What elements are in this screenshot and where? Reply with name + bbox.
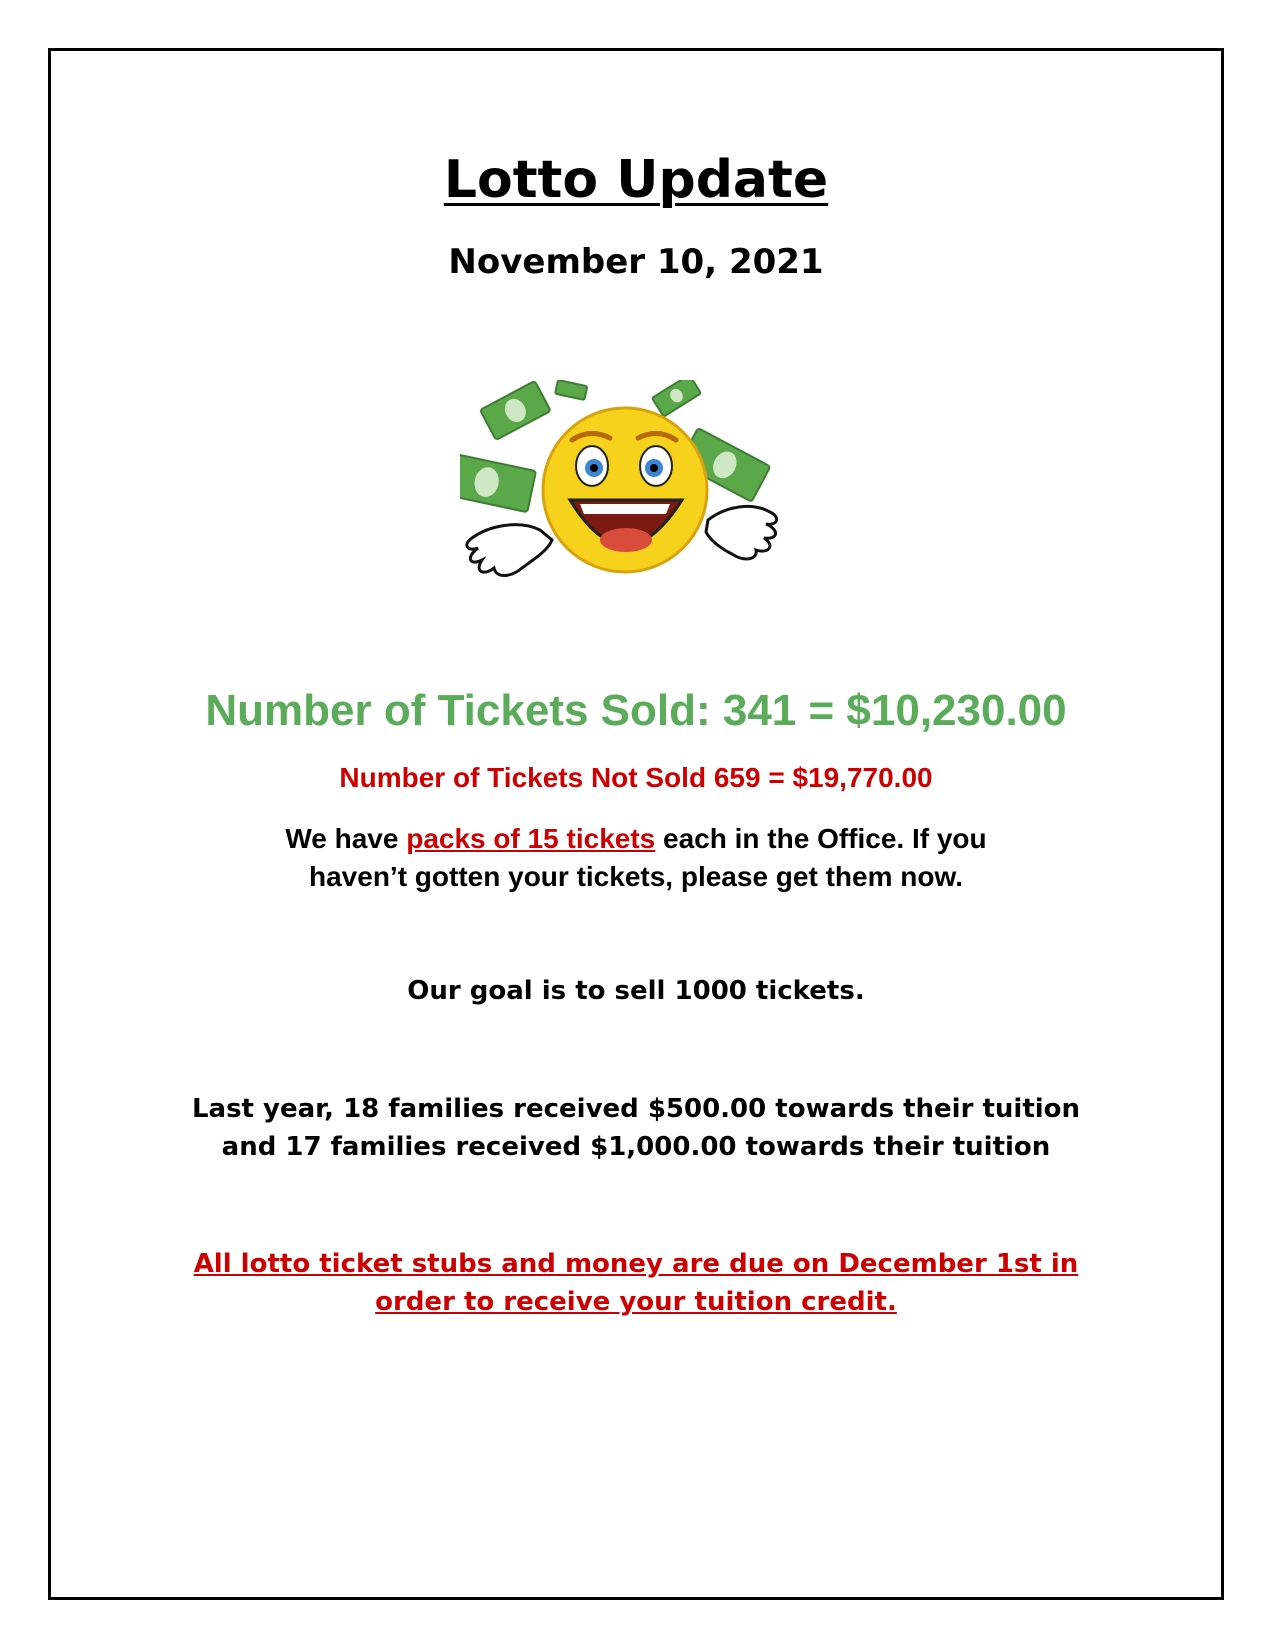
money-smiley-icon [460, 380, 800, 620]
packs-line-1: We have packs of 15 tickets each in the Office. If you [285, 823, 987, 854]
packs-notice [48, 820, 1224, 896]
dollar-bill-icon [555, 380, 587, 400]
dollar-bill-icon [460, 452, 536, 512]
dollar-bill-icon [652, 380, 701, 417]
update-date: November 10, 2021 [448, 242, 824, 282]
last-year-text: Last year, 18 families received $500.00 towards their tuition and 17 families received $1,000.00 towards their tuition [191, 1094, 1081, 1162]
tickets-sold-line: Number of Tickets Sold: 341 = $10,230.00 [205, 686, 1067, 735]
tickets-not-sold-line: Number of Tickets Not Sold 659 = $19,770.00 [339, 762, 933, 793]
packs-line-2: haven’t gotten your tickets, please get them now. [309, 861, 963, 892]
page-title: Lotto Update [443, 150, 829, 210]
right-hand-icon [706, 506, 777, 558]
due-notice: All lotto ticket stubs and money are due on December 1st in order to receive your tuition credit. [193, 1249, 1079, 1317]
left-hand-icon [467, 525, 552, 576]
goal-text: Our goal is to sell 1000 tickets. [407, 976, 865, 1006]
dollar-bill-icon [480, 381, 551, 440]
packs-highlight: packs of 15 tickets [406, 823, 656, 854]
